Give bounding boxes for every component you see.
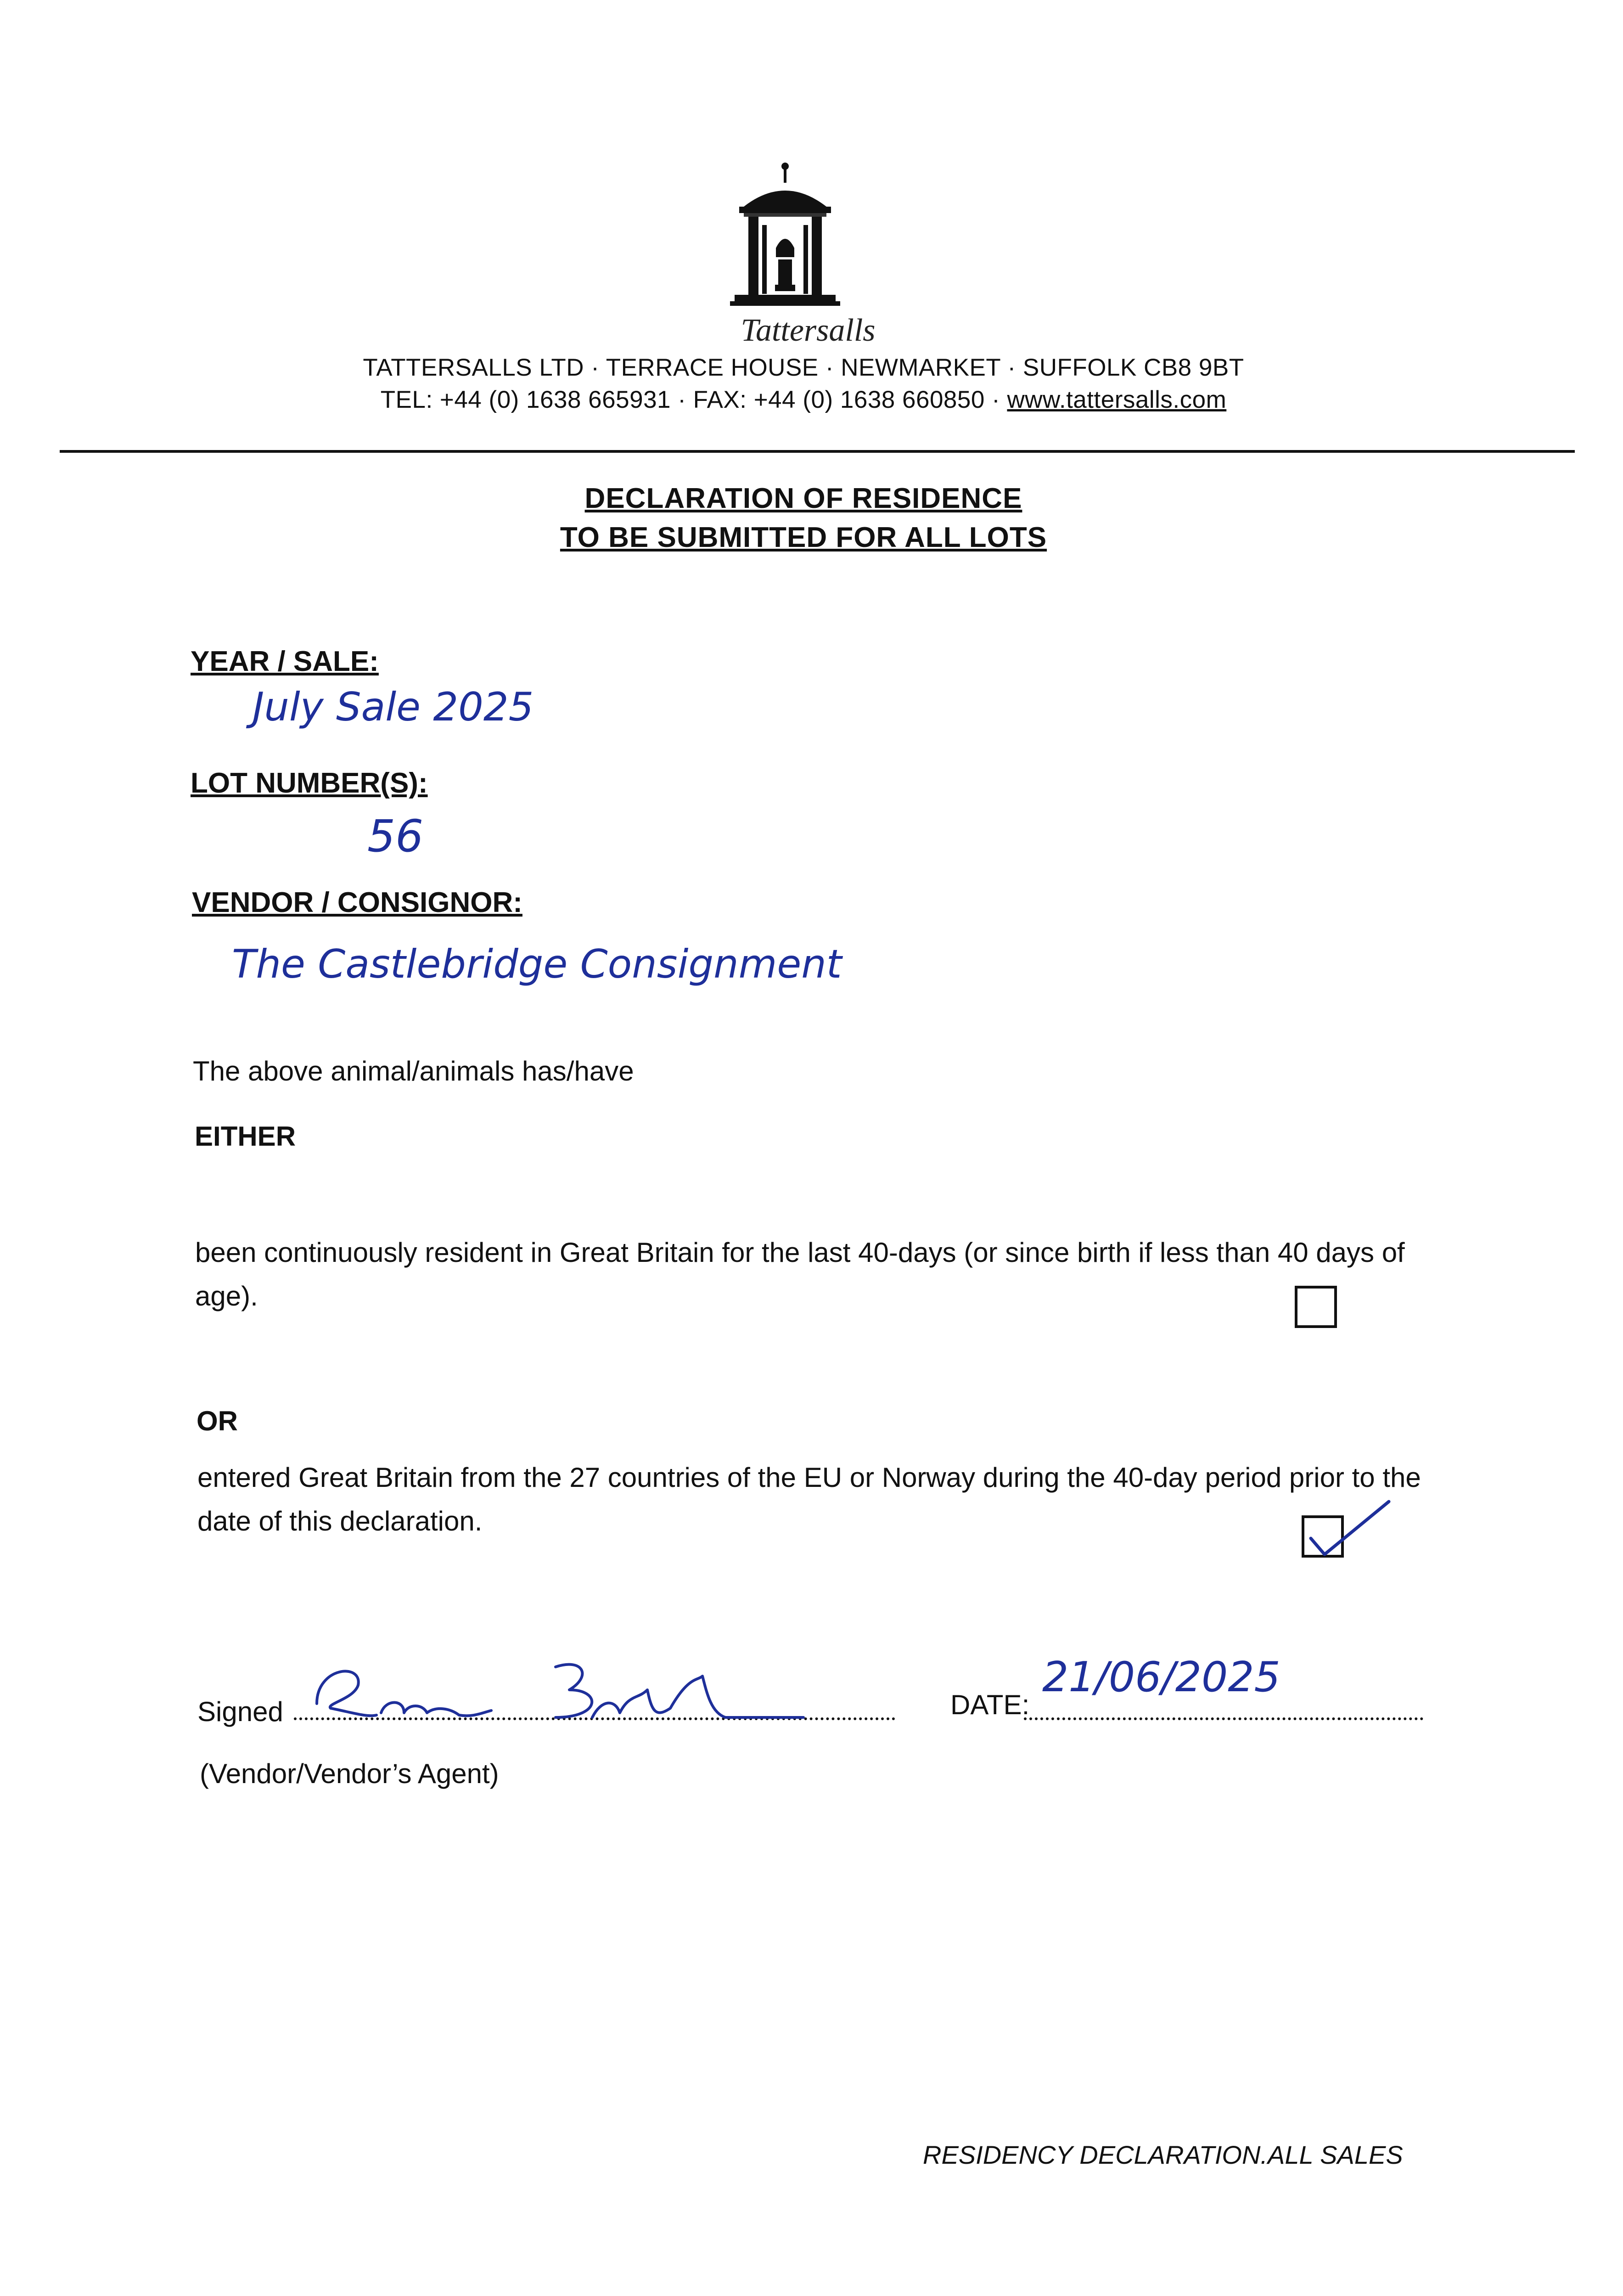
vendor-label: VENDOR / CONSIGNOR:	[192, 887, 522, 918]
year-sale-label: YEAR / SALE:	[191, 646, 379, 677]
company-address: TATTERSALLS LTD · TERRACE HOUSE · NEWMARKET · SUFFOLK CB8 9BT	[363, 354, 1244, 381]
or-label: OR	[197, 1406, 238, 1436]
signer-role: (Vendor/Vendor’s Agent)	[200, 1758, 499, 1789]
header-divider	[60, 450, 1575, 453]
date-label: DATE:	[950, 1689, 1030, 1720]
option1-checkbox[interactable]	[1295, 1286, 1337, 1328]
option1-text: been continuously resident in Great Britain for the last 40-days (or since birth if less than 40 days of age).	[195, 1237, 1405, 1311]
lot-number-label: LOT NUMBER(S):	[191, 767, 428, 799]
tattersalls-logo-icon	[716, 156, 854, 321]
year-sale-value[interactable]: July Sale 2025	[253, 684, 534, 730]
company-contact	[321, 386, 1286, 414]
website-link[interactable]: www.tattersalls.com	[1007, 386, 1227, 413]
date-line[interactable]	[1024, 1717, 1423, 1720]
brand-name: Tattersalls	[741, 313, 876, 348]
signed-label: Signed	[197, 1696, 283, 1727]
date-value[interactable]: 21/06/2025	[1042, 1653, 1280, 1701]
option2-text: entered Great Britain from the 27 countries of the EU or Norway during the 40-day period prior to the date of this declaration.	[197, 1462, 1421, 1536]
document-subtitle: TO BE SUBMITTED FOR ALL LOTS	[560, 522, 1047, 553]
lot-number-value[interactable]: 56	[367, 810, 424, 862]
contact-phone-fax: TEL: +44 (0) 1638 665931 · FAX: +44 (0) 1638 660850 ·	[380, 386, 1007, 413]
signature-image	[298, 1649, 826, 1736]
intro-text: The above animal/animals has/have	[193, 1056, 634, 1086]
either-label: EITHER	[195, 1121, 296, 1152]
checkmark-icon	[1302, 1497, 1393, 1566]
footer-text: RESIDENCY DECLARATION.ALL SALES	[923, 2140, 1403, 2169]
document-title: DECLARATION OF RESIDENCE	[584, 483, 1022, 514]
vendor-value[interactable]: The Castlebridge Consignment	[232, 941, 842, 987]
